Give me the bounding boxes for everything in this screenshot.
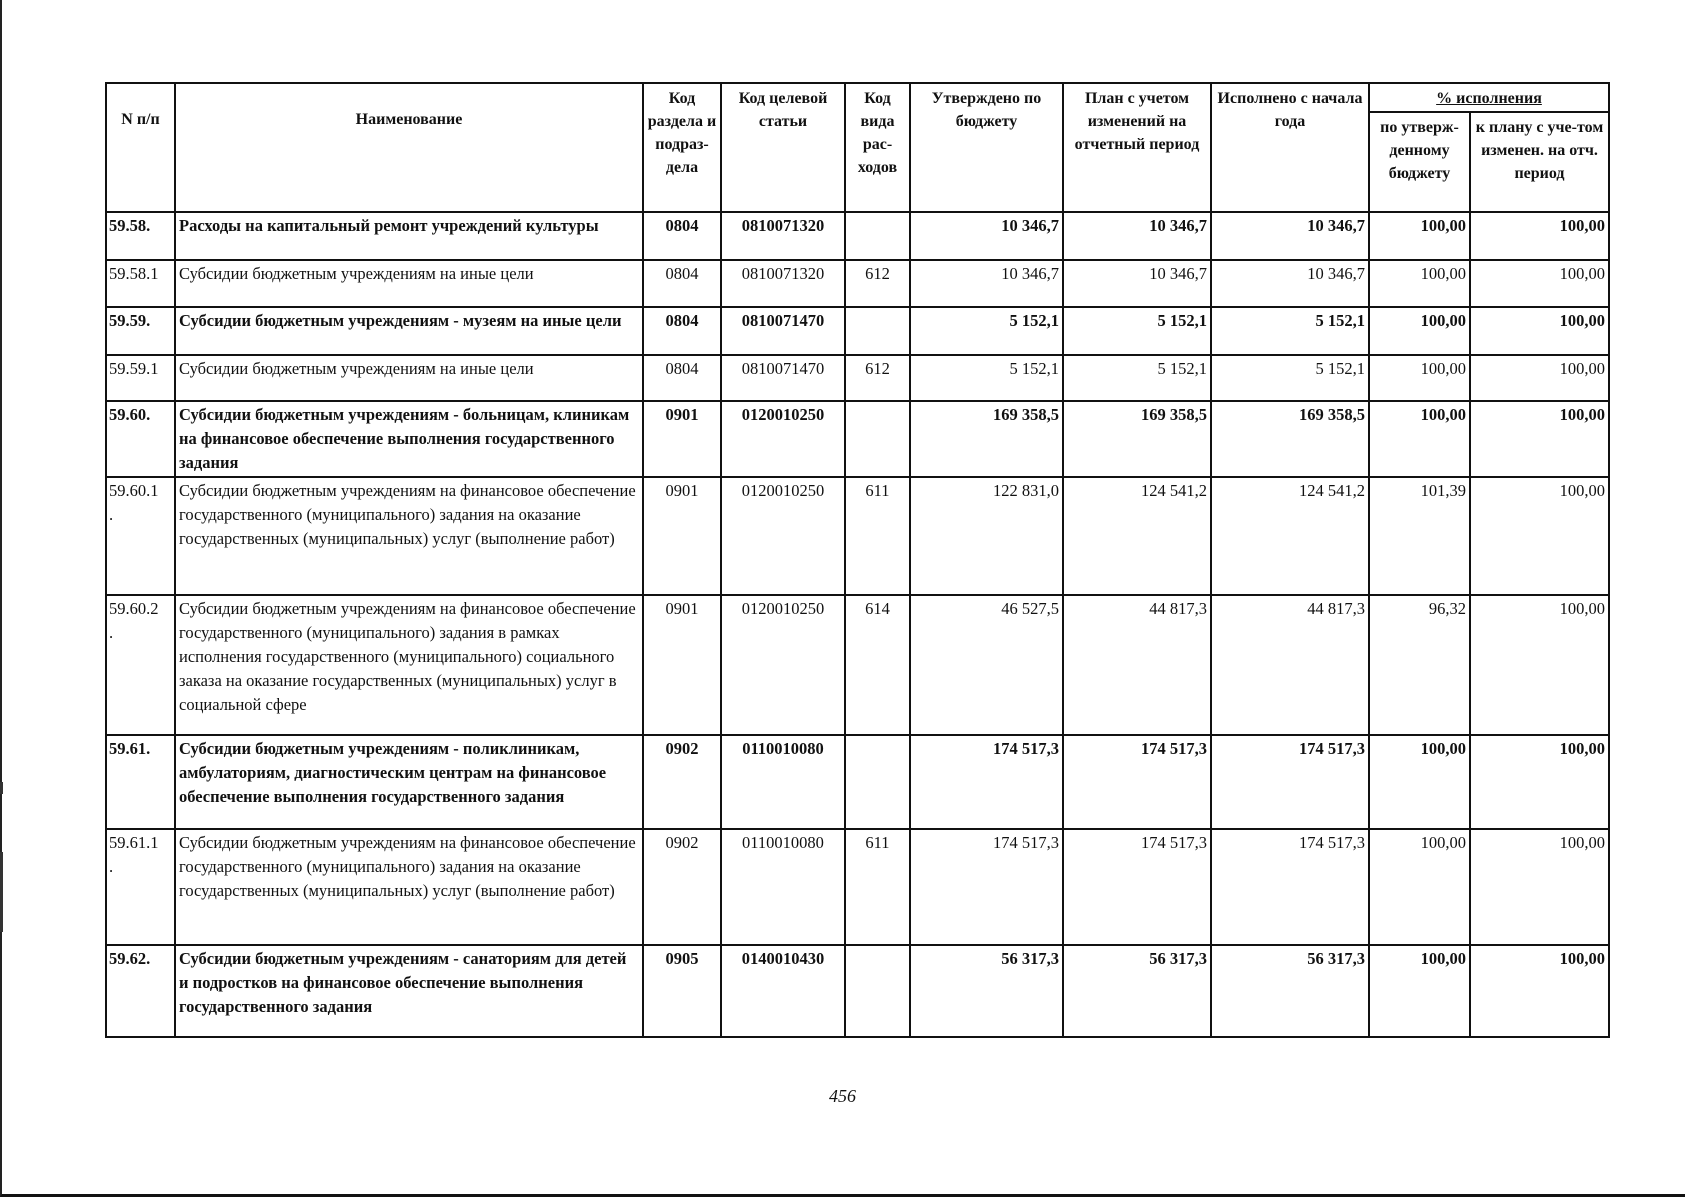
row-number: 59.60.	[106, 401, 175, 477]
row-section-code: 0902	[643, 735, 721, 829]
row-number: 59.60.2 .	[106, 595, 175, 735]
row-plan: 174 517,3	[1063, 829, 1211, 945]
row-executed: 56 317,3	[1211, 945, 1369, 1037]
row-name: Субсидии бюджетным учреждениям на финансовое обеспечение государственного (муниципального) задания на оказание государственных (муниципальных) услуг (выполнение работ)	[175, 829, 643, 945]
table-row	[106, 355, 1609, 401]
row-executed: 10 346,7	[1211, 260, 1369, 307]
table-row	[106, 307, 1609, 355]
header-num: N п/п	[106, 83, 175, 212]
row-pct-approved: 100,00	[1369, 401, 1470, 477]
row-pct-plan: 100,00	[1470, 945, 1609, 1037]
row-expense-type: 611	[845, 829, 910, 945]
row-number: 59.62.	[106, 945, 175, 1037]
row-pct-approved: 96,32	[1369, 595, 1470, 735]
row-pct-approved: 100,00	[1369, 945, 1470, 1037]
row-pct-plan: 100,00	[1470, 212, 1609, 260]
page-number: 456	[829, 1086, 856, 1106]
row-plan: 10 346,7	[1063, 260, 1211, 307]
table-row	[106, 212, 1609, 260]
header-name: Наименование	[175, 83, 643, 212]
row-section-code: 0901	[643, 401, 721, 477]
row-number: 59.58.	[106, 212, 175, 260]
header-executed: Исполнено с начала года	[1211, 83, 1369, 212]
row-target-code: 0140010430	[721, 945, 845, 1037]
row-expense-type: 611	[845, 477, 910, 595]
header-expense-type: Код вида рас-ходов	[845, 83, 910, 212]
header-section-code: Код раздела и подраз-дела	[643, 83, 721, 212]
row-name: Субсидии бюджетным учреждениям на иные цели	[175, 355, 643, 401]
scan-edge-mark	[0, 782, 3, 794]
row-section-code: 0905	[643, 945, 721, 1037]
row-section-code: 0804	[643, 260, 721, 307]
row-expense-type	[845, 401, 910, 477]
row-pct-plan: 100,00	[1470, 477, 1609, 595]
row-name: Субсидии бюджетным учреждениям - музеям на иные цели	[175, 307, 643, 355]
table-body	[106, 212, 1609, 1037]
header-approved: Утверждено по бюджету	[910, 83, 1063, 212]
table-row	[106, 401, 1609, 477]
scan-edge-mark	[0, 852, 3, 932]
row-name: Субсидии бюджетным учреждениям - санаториям для детей и подростков на финансовое обеспечение выполнения государственного задания	[175, 945, 643, 1037]
table-row	[106, 829, 1609, 945]
row-executed: 5 152,1	[1211, 355, 1369, 401]
row-target-code: 0120010250	[721, 401, 845, 477]
row-number: 59.59.1	[106, 355, 175, 401]
row-target-code: 0110010080	[721, 829, 845, 945]
row-plan: 44 817,3	[1063, 595, 1211, 735]
header-target-code: Код целевой статьи	[721, 83, 845, 212]
budget-execution-table	[105, 82, 1610, 1038]
row-plan: 10 346,7	[1063, 212, 1211, 260]
row-target-code: 0810071470	[721, 355, 845, 401]
row-section-code: 0902	[643, 829, 721, 945]
row-target-code: 0110010080	[721, 735, 845, 829]
row-number: 59.58.1	[106, 260, 175, 307]
row-plan: 169 358,5	[1063, 401, 1211, 477]
row-target-code: 0120010250	[721, 477, 845, 595]
row-approved: 56 317,3	[910, 945, 1063, 1037]
header-plan: План с учетом изменений на отчетный период	[1063, 83, 1211, 212]
table-row	[106, 260, 1609, 307]
row-number: 59.59.	[106, 307, 175, 355]
row-expense-type: 612	[845, 260, 910, 307]
row-pct-approved: 100,00	[1369, 260, 1470, 307]
row-executed: 5 152,1	[1211, 307, 1369, 355]
row-plan: 5 152,1	[1063, 355, 1211, 401]
row-expense-type	[845, 307, 910, 355]
row-section-code: 0901	[643, 595, 721, 735]
row-approved: 5 152,1	[910, 355, 1063, 401]
row-approved: 174 517,3	[910, 829, 1063, 945]
row-expense-type	[845, 212, 910, 260]
row-section-code: 0804	[643, 307, 721, 355]
row-approved: 174 517,3	[910, 735, 1063, 829]
row-expense-type	[845, 945, 910, 1037]
header-pct-group: % исполнения	[1369, 83, 1609, 112]
row-pct-approved: 101,39	[1369, 477, 1470, 595]
row-target-code: 0120010250	[721, 595, 845, 735]
row-number: 59.61.	[106, 735, 175, 829]
row-name: Субсидии бюджетным учреждениям на финансовое обеспечение государственного (муниципального) задания в рамках исполнения государственного (муниципального) социального заказа на оказание государственных (муниципальных) услуг в социальной сфере	[175, 595, 643, 735]
header-pct-approved: по утверж-денному бюджету	[1369, 112, 1470, 212]
row-section-code: 0804	[643, 355, 721, 401]
row-name: Расходы на капитальный ремонт учреждений культуры	[175, 212, 643, 260]
row-number: 59.61.1 .	[106, 829, 175, 945]
row-approved: 5 152,1	[910, 307, 1063, 355]
row-pct-approved: 100,00	[1369, 212, 1470, 260]
budget-execution-table-container	[105, 82, 1608, 1038]
row-executed: 10 346,7	[1211, 212, 1369, 260]
row-pct-plan: 100,00	[1470, 307, 1609, 355]
row-target-code: 0810071320	[721, 212, 845, 260]
row-executed: 169 358,5	[1211, 401, 1369, 477]
row-executed: 174 517,3	[1211, 829, 1369, 945]
row-name: Субсидии бюджетным учреждениям - больницам, клиникам на финансовое обеспечение выполнения государственного задания	[175, 401, 643, 477]
row-pct-approved: 100,00	[1369, 307, 1470, 355]
row-section-code: 0804	[643, 212, 721, 260]
table-row	[106, 595, 1609, 735]
row-pct-plan: 100,00	[1470, 735, 1609, 829]
row-approved: 169 358,5	[910, 401, 1063, 477]
row-plan: 174 517,3	[1063, 735, 1211, 829]
row-expense-type: 614	[845, 595, 910, 735]
table-row	[106, 945, 1609, 1037]
row-plan: 124 541,2	[1063, 477, 1211, 595]
row-approved: 46 527,5	[910, 595, 1063, 735]
row-section-code: 0901	[643, 477, 721, 595]
row-pct-approved: 100,00	[1369, 735, 1470, 829]
row-number: 59.60.1 .	[106, 477, 175, 595]
row-name: Субсидии бюджетным учреждениям - поликлиникам, амбулаториям, диагностическим центрам на финансовое обеспечение выполнения государственного задания	[175, 735, 643, 829]
row-target-code: 0810071470	[721, 307, 845, 355]
row-executed: 124 541,2	[1211, 477, 1369, 595]
row-plan: 56 317,3	[1063, 945, 1211, 1037]
table-row	[106, 735, 1609, 829]
row-approved: 122 831,0	[910, 477, 1063, 595]
row-pct-plan: 100,00	[1470, 595, 1609, 735]
row-pct-plan: 100,00	[1470, 401, 1609, 477]
row-pct-plan: 100,00	[1470, 829, 1609, 945]
row-executed: 174 517,3	[1211, 735, 1369, 829]
row-name: Субсидии бюджетным учреждениям на финансовое обеспечение государственного (муниципального) задания на оказание государственных (муниципальных) услуг (выполнение работ)	[175, 477, 643, 595]
row-target-code: 0810071320	[721, 260, 845, 307]
row-approved: 10 346,7	[910, 212, 1063, 260]
row-expense-type	[845, 735, 910, 829]
row-pct-approved: 100,00	[1369, 829, 1470, 945]
row-plan: 5 152,1	[1063, 307, 1211, 355]
row-pct-approved: 100,00	[1369, 355, 1470, 401]
row-expense-type: 612	[845, 355, 910, 401]
row-pct-plan: 100,00	[1470, 355, 1609, 401]
table-row	[106, 477, 1609, 595]
row-approved: 10 346,7	[910, 260, 1063, 307]
table-header	[106, 83, 1609, 212]
row-executed: 44 817,3	[1211, 595, 1369, 735]
row-pct-plan: 100,00	[1470, 260, 1609, 307]
header-pct-plan: к плану с уче-том изменен. на отч. период	[1470, 112, 1609, 212]
row-name: Субсидии бюджетным учреждениям на иные цели	[175, 260, 643, 307]
